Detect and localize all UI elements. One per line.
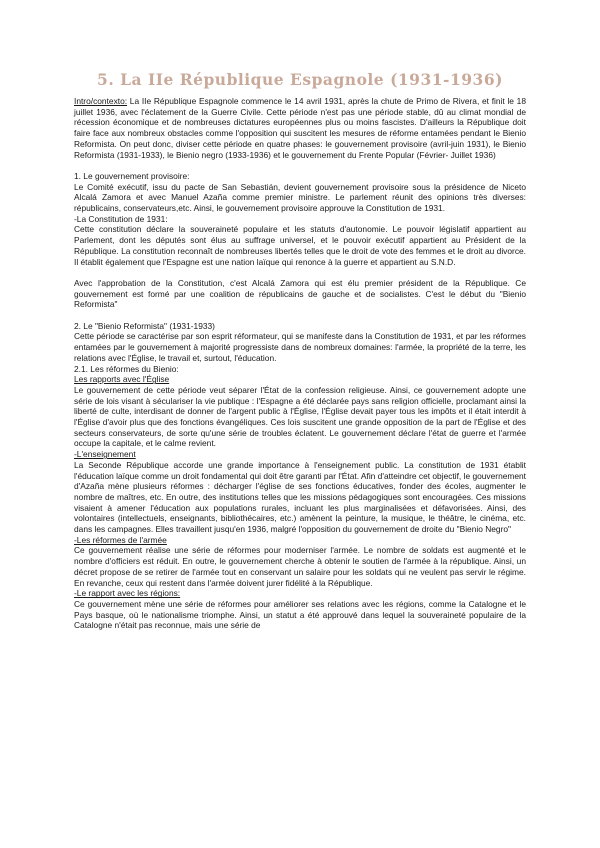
page-title: 5. La IIe République Espagnole (1931-1936): [97, 70, 503, 89]
section1-paragraph-3: Avec l'approbation de la Constitution, c'est Alcalá Zamora qui est élu premier président de la République. Ce gouvernement est formé par une coalition de républicains de gauche et de socialistes. C'est le début du "Bienio Reformista": [74, 277, 526, 310]
section2-paragraph-1: Cette période se caractérise par son esprit réformateur, qui se manifeste dans la Constitution de 1931, et par les réformes entamées par le gouvernement à majorité progressiste dans de nombreux domaines: l'armée, la propriété de la terre, les relations avec l'Église, le travail et, surtout, l'éducation.: [74, 331, 526, 363]
regions-paragraph: Ce gouvernement mène une série de réformes pour améliorer ses relations avec les régions, comme la Catalogne et le Pays basque, où le nationalisme triomphe. Ainsi, un statut a été approuvé dans lequel la souveraineté populaire de la Catalogne n'était pas reconnue, mais une série de: [74, 599, 526, 631]
enseignement-paragraph: La Seconde République accorde une grande importance à l'enseignement public. La constitution de 1931 établit l'éducation laïque comme un droit fondamental qui doit être garanti par l'État. Afin d'atteindre cet objectif, le gouvernement d'Azaña mène plusieurs réformes : décharger l'église de ses fonctions éducatives, fonder des écoles, augmenter le nombre de maîtres, etc. En outre, des institutions telles que les missions pédagogiques sont encouragées. Ces missions visaient à amener l'éducation aux populations rurales, incluant les plus marginalisées et défavorisées. Ainsi, des volontaires (intellectuels, enseignants, bibliothécaires, etc.) amènent la peinture, la musique, le théâtre, le cinéma, etc. dans les campagnes. Elles travaillent jusqu'en 1936, malgré l'opposition du gouvernement de droite du "Bienio Negro": [74, 459, 526, 535]
intro-label: Intro/contexto:: [74, 96, 128, 106]
armee-heading: -Les réformes de l'armée: [74, 534, 167, 545]
section1-paragraph-2: Cette constitution déclare la souveraineté populaire et les statuts d'autonomie. Le pouvoir législatif appartient au Parlement, dont les députés sont élus au suffrage universel, et le pouvoir exécutif appartient au Président de la République. La constitution reconnaît de nombreuses libertés telles que le droit de vote des femmes et le droit au divorce. Il établit également que l'Espagne est une nation laïque qui renonce à la guerre et appartient au S.N.D.: [74, 224, 526, 267]
section1-paragraph-1: Le Comité exécutif, issu du pacte de San Sebastián, devient gouvernement provisoire sous la présidence de Niceto Alcalá Zamora et avec Manuel Azaña comme premier ministre. Le parlement réunit des opinions très diverses: républicains, conservateurs,etc. Ainsi, le gouvernement provisoire approuve la Constitution de 1931.: [74, 181, 526, 214]
armee-paragraph: Ce gouvernement réalise une série de réformes pour moderniser l'armée. Le nombre de soldats est augmenté et le nombre d'officiers est réduit. En outre, le gouvernement cherche à obtenir le soutien de l'armée à la république. Ainsi, un décret propose de se retirer de l'armée tout en conservant un salaire pour les soldats qui ne veulent pas servir le régime. En revanche, ceux qui restent dans l'armée doivent jurer fidélité à la République.: [74, 545, 526, 588]
section2-subheading: 2.1. Les réformes du Bienio:: [74, 363, 179, 374]
document-body: [74, 96, 526, 631]
eglise-heading: Les rapports avec l'Église: [74, 374, 170, 385]
intro-paragraph: [74, 96, 526, 160]
section2-heading: 2. Le "Bienio Reformista" (1931-1933): [74, 320, 215, 331]
eglise-paragraph: Le gouvernement de cette période veut séparer l'État de la confession religieuse. Ainsi, ce gouvernement adopte une série de lois visant à séculariser la vie publique : l'Espagne a été déclarée pays sans religion officielle, proclamant ainsi la liberté de culte, interdisant de donner de l'argent public à l'Église, l'Église devait payer tous les impôts et il était interdit à l'Église d'avoir plus que des fonctions évangéliques. Ces lois suscitent une grande opposition de la part de l'Église et des secteurs conservateurs, de sorte qu'une série de troubles éclatent. Le gouvernement déclare l'état de guerre et l'armée occupe la capitale, et le calme revient.: [74, 384, 526, 449]
regions-heading: -Le rapport avec les régions:: [74, 588, 181, 599]
intro-text: La IIe République Espagnole commence le 14 avril 1931, après la chute de Primo de Rivera, et finit le 18 juillet 1936, avec l'éclatement de la Guerre Civile. Cette période n'est pas une période stable, dû au climat mondial de récession économique et de nombreuses dictatures européennes plus ou moins fascistes. D'ailleurs la République doit faire face aux nombreux obstacles comme l'opposition qui suscitent les mesures de réforme entamées pendant le Bienio Reformista. On peut donc, diviser cette période en quatre phases: le gouvernement provisoire (avril-juin 1931), le Bienio Reformista (1931-1933), le Bienio negro (1933-1936) et le gouvernement du Frente Popular (Février- Juillet 1936): [74, 96, 526, 160]
section1-subheading: -La Constitution de 1931:: [74, 213, 168, 224]
section1-heading: 1. Le gouvernement provisoire:: [74, 170, 190, 181]
enseignement-heading: -L'enseignement: [74, 449, 136, 460]
